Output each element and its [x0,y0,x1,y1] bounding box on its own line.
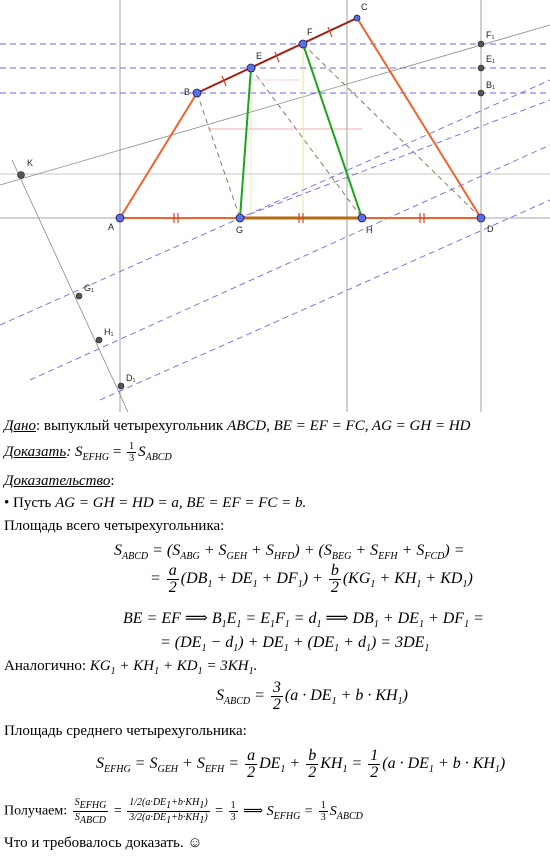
point-g1 [76,293,82,299]
prove-s: S [138,443,146,460]
equation-4: = $(DE_1 - d_1) + DE_1 + (DE_1 + d_1) = 3DE_1$ [160,634,430,655]
eq6-pre: $S_{EFHG} = S_{GEH} + S_{EFH}$ = [96,755,240,776]
dashed-diag-1 [0,80,550,325]
eq5-d: 2 [272,696,281,713]
result-third-n: 1 [230,800,236,811]
eq6-two-c: 2 [370,764,379,781]
similar-math: $KG_1 + KH_1 + KD_1 = 3KH_1$. [89,658,258,677]
dashed-diag-3 [100,200,550,400]
prove-eq: = [109,443,126,460]
result-frac-s-num: $S_{EFHG}$ [74,797,107,811]
result-frac-s-den: $S_{ABCD}$ [74,812,107,826]
eq5-pre: $S_{ABCD}$ = [216,687,265,708]
result-third-d: 3 [230,812,236,823]
given-math: ABCD, BE = EF = FC, AG = GH = HD [226,418,471,434]
result-line [4,797,363,826]
prove-label: Доказать [4,443,67,460]
point-a [116,214,124,222]
faint-lines [208,44,362,218]
result-frac-third-2 [319,800,328,823]
point-d1 [118,383,124,389]
label-f: F [307,27,313,37]
eq2-two-b: 2 [330,579,339,596]
point-g [236,214,244,222]
similar-label: Аналогично: [4,658,90,674]
result-num: $1/2(a\cdot DE_1+b\cdot KH_1)$ [129,797,208,811]
result-frac-s [73,797,109,826]
result-third2-d: 3 [320,812,326,823]
result-third2-n: 1 [320,800,326,811]
eq6-two-a: 2 [247,764,256,781]
label-e: E [256,51,263,61]
prove-sub2: ABCD [145,451,172,463]
prove-frac-n: 1 [129,441,135,452]
eq2-two-a: 2 [168,579,177,596]
eq6-frac-b [306,748,318,781]
prove-frac-d: 3 [129,453,135,464]
dashed-blue-lines [0,44,550,400]
point-f1 [478,41,484,47]
result-eq-2: = [215,803,224,819]
eq6-frac-one [368,748,380,781]
inner-quadrilateral [240,44,362,218]
eq5-end: $(a \cdot DE_1 + b \cdot KH_1)$ [284,687,408,708]
label-g: G [236,225,244,235]
eq2-pre: = [150,570,161,588]
eq6-frac-a [245,748,257,781]
point-e1 [478,65,484,71]
side-cd [357,18,481,218]
eq6-end: $(a \cdot DE_1 + b \cdot KH_1)$ [382,755,506,776]
result-eq-1: = [113,803,122,819]
eq6-mid2: $KH_1$ = [320,755,363,776]
point-d [477,214,485,222]
qed-line: Что и требовалось доказать. ☺ [4,835,203,851]
equation-5 [216,680,408,713]
bullet-line [4,494,306,512]
eq5-n: 3 [272,679,281,696]
eq2-mid: $(DB_1 + DE_1 + DF_1)$ + [180,570,323,591]
eq6-mid: $DE_1$ + [259,755,301,776]
bullet-math: AG = GH = HD = a, BE = EF = FC = b. [55,495,307,511]
label-d1: D₁ [126,373,136,383]
eq2-frac-a [167,563,179,596]
eq2-frac-b [329,563,341,596]
side-fh [303,44,362,218]
label-e1: E₁ [486,54,496,64]
line-k-d1 [12,160,128,412]
eq6-b: b [308,747,317,764]
result-implies: ⟹ $S_{EFHG}$ = [243,803,314,822]
eq2-end: $(KG_1 + KH_1 + KD_1)$ [342,570,473,591]
area-mid-line: Площадь среднего четырехугольника: [4,723,247,739]
equation-2 [150,563,473,596]
eq2-b: b [330,562,339,579]
label-a: A [108,222,115,232]
inner-dashed-lines [197,44,481,218]
point-c [354,15,360,21]
similar-line [4,657,257,681]
result-frac-third [229,800,238,823]
eq5-frac [271,680,283,713]
proof-label: Доказательство [4,473,111,489]
dashed-f-d [303,44,481,218]
prove-prefix: : S [66,443,83,460]
result-final: $S_{ABCD}$ [329,803,363,822]
result-den: $3/2(a\cdot DE_1+b\cdot KH_1)$ [129,812,208,826]
dashed-diag-2 [30,145,550,380]
eq6-a: a [247,747,256,764]
helper-lines [0,0,550,412]
label-c: C [361,2,368,12]
point-h1 [96,337,102,343]
label-g1: G₁ [84,283,95,293]
given-label: Дано [4,418,36,434]
tick-marks [174,27,424,223]
result-label: Получаем: [4,803,71,819]
given-line [4,417,471,435]
point-b [193,89,201,97]
point-h [358,214,366,222]
dashed-b-g [197,93,240,218]
given-body: : выпуклый четырехугольник [36,418,227,434]
proof-colon: : [110,473,115,489]
side-ge [240,68,251,218]
line-through-k [0,25,550,185]
equation-1: $S_{ABCD} = (S_{ABG} + S_{GEH} + S_{HFD}) + (S_{BEG} + S_{EFH} + S_{FCD})$ = [114,542,465,563]
point-b1 [478,90,484,96]
bullet-text: • Пусть [4,495,56,511]
point-f [299,40,307,48]
equation-6 [96,748,505,781]
eq2-a: a [168,562,177,579]
area-total-line: Площадь всего четырехугольника: [4,518,225,534]
points [116,15,485,222]
proof-heading [4,472,115,490]
prove-line [4,441,172,467]
eq6-one: 1 [370,747,379,764]
label-h: H [366,225,373,235]
geometry-figure [0,0,550,412]
label-b1: B₁ [486,80,496,90]
quadrilateral-abcd [120,18,481,218]
label-b: B [184,87,191,97]
label-d: D [487,224,494,234]
point-e [247,64,255,72]
result-frac-expr [127,797,209,826]
label-h1: H₁ [104,327,114,337]
equation-3: BE = EF ⟹ $B_1E_1 = E_1F_1 = d_1$ ⟹ $DB_1 + DE_1 + DF_1$ = [123,610,484,631]
label-f1: F₁ [486,30,495,40]
prove-sub1: EFHG [82,451,110,463]
eq6-two-b: 2 [308,764,317,781]
prove-fraction [127,441,136,464]
side-ab [120,93,197,218]
label-k: K [27,158,34,168]
dashed-diag-g [240,100,550,218]
dashed-e-h [251,68,362,218]
point-k [18,172,25,179]
point-labels [27,2,495,383]
